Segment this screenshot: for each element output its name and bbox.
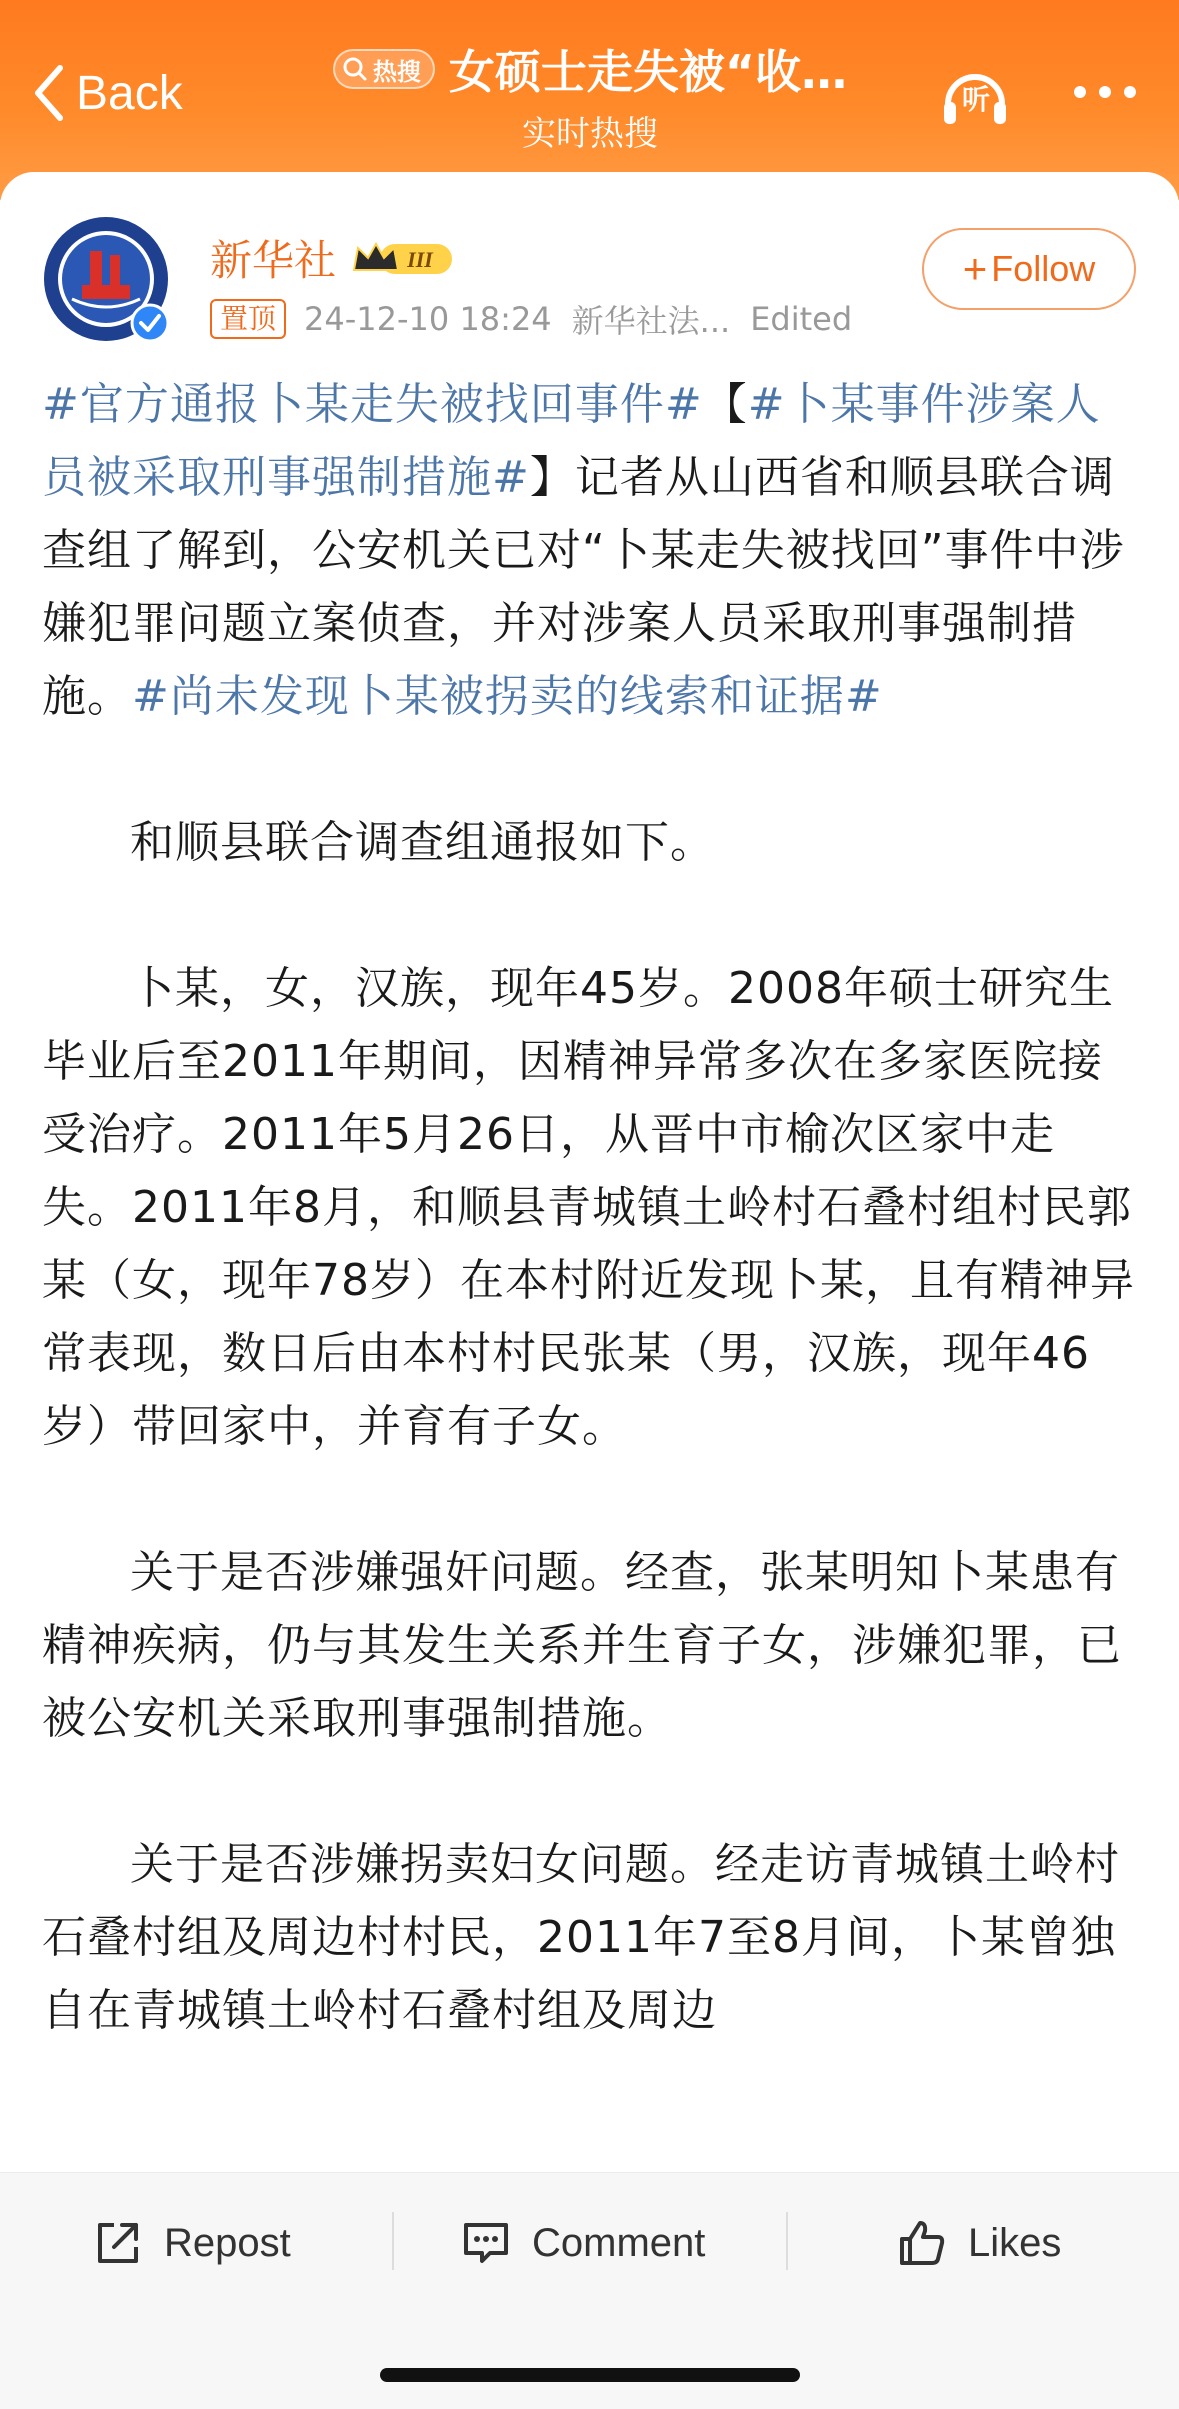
divider — [786, 2212, 788, 2270]
bracket-open: 【 — [702, 379, 748, 430]
listen-label: 听 — [961, 83, 990, 116]
author-level-label: III — [407, 247, 433, 272]
paragraph-3: 关于是否涉嫌强奸问题。经查，张某明知卜某患有精神疾病，仍与其发生关系并生育子女，涉嫌犯罪，已被公安机关采取刑事强制措施。 — [42, 1547, 1122, 1744]
post-timestamp: 24-12-10 18:24 — [304, 300, 552, 338]
bracket-close: 】 — [529, 452, 575, 503]
back-label: Back — [76, 66, 183, 120]
repost-label: Repost — [164, 2220, 291, 2265]
hot-search-badge[interactable] — [333, 49, 435, 89]
comment-label: Comment — [532, 2220, 706, 2265]
thumbs-up-icon — [896, 2217, 948, 2269]
chevron-left-icon — [28, 58, 68, 128]
likes-button[interactable] — [896, 2205, 1061, 2281]
edited-label[interactable]: Edited — [750, 300, 853, 338]
post-source[interactable]: 新华社法... — [571, 302, 731, 340]
page-title: 女硕士走失被“收… — [448, 45, 848, 99]
comment-button[interactable] — [460, 2205, 705, 2281]
page-title-area — [290, 36, 890, 155]
intro-paragraph — [42, 368, 1142, 733]
hashtag-link[interactable]: #尚未发现卜某被拐卖的线索和证据# — [132, 671, 883, 722]
author-name-label: 新华社 — [210, 236, 337, 285]
follow-label: Follow — [991, 248, 1096, 289]
crown-level-icon — [348, 236, 458, 280]
back-button[interactable] — [28, 58, 183, 128]
search-icon — [341, 55, 369, 83]
pinned-badge: 置顶 — [210, 299, 286, 339]
likes-label: Likes — [968, 2220, 1062, 2265]
paragraph-2: 卜某，女，汉族，现年45岁。2008年硕士研究生毕业后至2011年期间，因精神异常多次在多家医院接受治疗。2011年5月26日，从晋中市榆次区家中走失。2011年8月，和顺县青城镇土岭村石叠村组村民郭某（女，现年78岁）在本村附近发现卜某，且有精神异常表现，数日后由本村村民张某（男，汉族，现年46岁）带回家中，并育有子女。 — [42, 963, 1135, 1452]
author-name[interactable] — [210, 228, 458, 288]
plus-icon: + — [962, 245, 988, 292]
paragraph-1: 和顺县联合调查组通报如下。 — [130, 817, 715, 868]
hot-badge-label: 热搜 — [372, 57, 421, 86]
home-indicator[interactable] — [380, 2368, 800, 2382]
follow-button[interactable] — [922, 228, 1136, 310]
verified-badge-icon — [130, 303, 170, 343]
post-meta — [210, 296, 852, 342]
comment-icon — [460, 2217, 512, 2269]
more-icon[interactable] — [1070, 82, 1140, 102]
hashtag-link[interactable]: #卜某事件涉案人员被采取刑事强制措施# — [42, 379, 1101, 503]
post-content — [42, 368, 1142, 2047]
page-subtitle: 实时热搜 — [522, 114, 658, 154]
repost-button[interactable] — [92, 2205, 291, 2281]
paragraph-4: 关于是否涉嫌拐卖妇女问题。经走访青城镇土岭村石叠村组及周边村村民，2011年7至8月间，卜某曾独自在青城镇土岭村石叠村组及周边 — [42, 1839, 1120, 2036]
divider — [392, 2212, 394, 2270]
intro-text: 记者从山西省和顺县联合调查组了解到，公安机关已对“卜某走失被找回”事件中涉嫌犯罪问题立案侦查，并对涉案人员采取刑事强制措施。 — [42, 452, 1125, 722]
repost-icon — [92, 2217, 144, 2269]
hashtag-link[interactable]: #官方通报卜某走失被找回事件# — [42, 379, 703, 430]
